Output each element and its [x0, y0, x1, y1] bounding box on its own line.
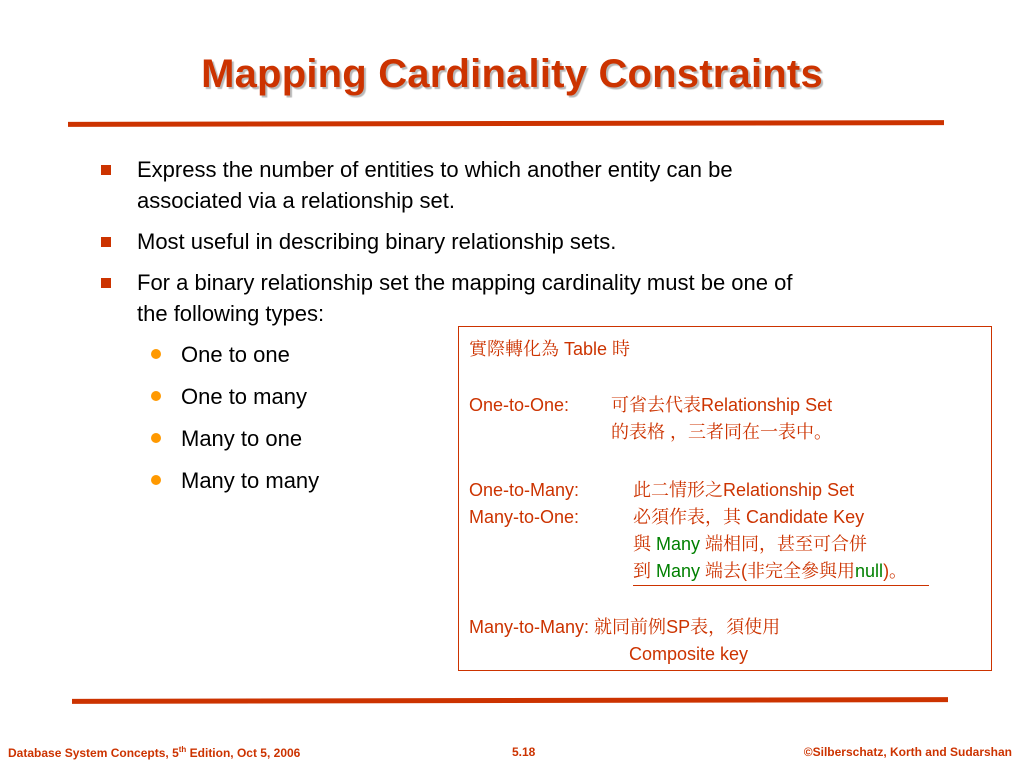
bullet-text: associated via a relationship set. [137, 188, 455, 213]
many-to-many-row [469, 614, 780, 641]
note-text-highlight: null [855, 561, 884, 581]
square-bullet-icon [101, 165, 111, 175]
note-text-part: 端去(非完全參與用 [700, 561, 856, 581]
null-participation-text [633, 558, 929, 586]
bullet-item [100, 226, 920, 257]
note-text-part: Relationship Set [723, 480, 855, 500]
note-heading-part: 實際轉化為 [469, 339, 565, 359]
round-bullet-icon [151, 349, 161, 359]
note-text-highlight: Many [656, 561, 701, 581]
note-text-part: Candidate Key [746, 507, 865, 527]
one-to-one-label: One-to-One: [469, 395, 570, 415]
note-heading-part: Table [564, 339, 608, 359]
note-text-part: 必須作表，其 [633, 507, 747, 527]
bullet-text: the following types: [137, 301, 325, 326]
bullet-text: Most useful in describing binary relationship sets. [137, 229, 617, 254]
note-text-part: 可省去代表 [611, 395, 701, 415]
note-text-part: 表，須使用 [690, 617, 781, 637]
one-to-many-text [633, 477, 854, 504]
many-to-many-label: Many-to-Many: [469, 617, 590, 637]
round-bullet-icon [151, 475, 161, 485]
round-bullet-icon [151, 391, 161, 401]
square-bullet-icon [101, 237, 111, 247]
footer-page-number: 5.18 [512, 745, 536, 759]
many-to-one-text [633, 504, 864, 531]
slide-title: Mapping Cardinality Constraints [201, 52, 823, 96]
note-heading [469, 336, 630, 363]
note-text-part: 端相同，甚至可合併 [700, 534, 868, 554]
bullet-text: Express the number of entities to which another entity can be [137, 157, 733, 182]
note-text-part: 到 [633, 561, 657, 581]
note-text-part: 與 [633, 534, 657, 554]
sub-bullet-text: One to one [181, 342, 290, 367]
footer-left [8, 745, 300, 760]
note-text-part: 就同前例 [589, 617, 667, 637]
square-bullet-icon [101, 278, 111, 288]
footer-divider [72, 697, 948, 704]
note-text-part: 此二情形之 [633, 480, 723, 500]
sub-bullet-text: One to many [181, 384, 307, 409]
one-to-one-text [611, 392, 832, 419]
merge-text [633, 531, 867, 558]
footer-right: ©Silberschatz, Korth and Sudarshan [803, 745, 1012, 759]
bullet-item [100, 267, 920, 329]
footer-sup: th [178, 745, 187, 754]
note-text-part: )。 [883, 561, 908, 581]
footer-text: Edition, Oct 5, 2006 [186, 746, 301, 760]
sub-bullet-text: Many to one [181, 426, 303, 451]
one-to-many-label: One-to-Many: [469, 480, 580, 500]
note-text-part: Relationship Set [701, 395, 833, 415]
sub-bullet-text: Many to many [181, 468, 320, 493]
annotation-box [458, 326, 992, 671]
title-divider [68, 120, 944, 127]
footer-text: Database System Concepts, 5 [8, 746, 179, 760]
note-text-highlight: Many [656, 534, 701, 554]
many-to-one-label: Many-to-One: [469, 507, 580, 527]
one-to-one-text-2: 的表格 ，三者同在一表中。 [611, 422, 832, 442]
bullet-text: For a binary relationship set the mapping cardinality must be one of [137, 270, 793, 295]
composite-key-text: Composite key [629, 644, 749, 664]
bullet-item [100, 154, 920, 216]
note-text-part: SP [666, 617, 691, 637]
round-bullet-icon [151, 433, 161, 443]
note-heading-part: 時 [607, 339, 631, 359]
